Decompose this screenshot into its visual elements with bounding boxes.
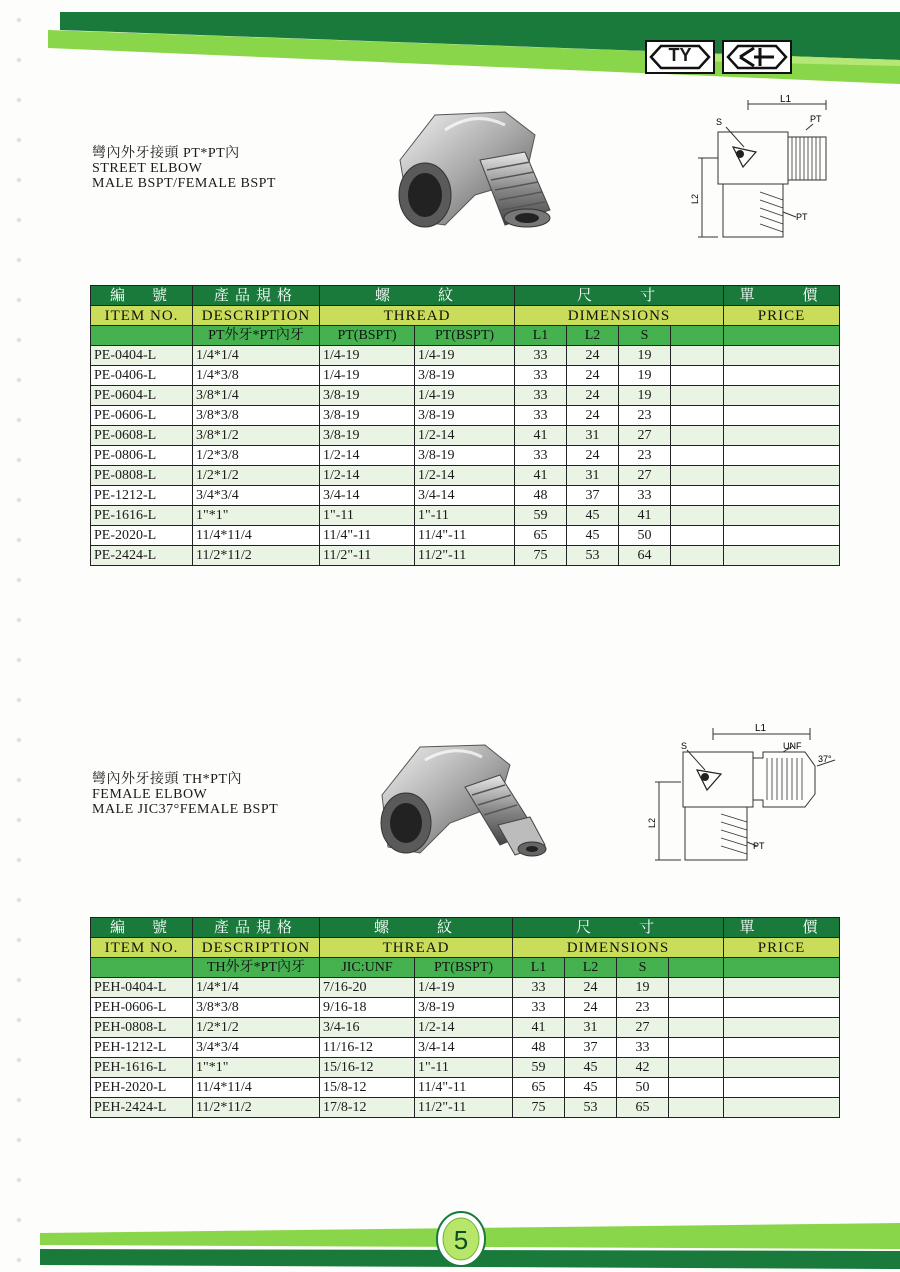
- table-cell: PEH-0808-L: [91, 1018, 193, 1038]
- logo-text: TY: [668, 45, 692, 65]
- table-cell: 11/16-12: [320, 1038, 415, 1058]
- table-cell: 9/16-18: [320, 998, 415, 1018]
- table-cell: 24: [567, 406, 619, 426]
- header-cn-dims: 尺 寸: [513, 918, 724, 938]
- subheader-cell: [724, 326, 840, 346]
- table-cell: PE-0806-L: [91, 446, 193, 466]
- table-cell: 33: [619, 486, 671, 506]
- table-cell: 24: [567, 386, 619, 406]
- table-cell: 15/8-12: [320, 1078, 415, 1098]
- table-cell: [671, 526, 724, 546]
- table-cell: 27: [619, 426, 671, 446]
- table-cell: PE-0604-L: [91, 386, 193, 406]
- table-cell: [724, 998, 840, 1018]
- table-header-en: [91, 306, 840, 326]
- table-cell: 1/2*1/2: [193, 1018, 320, 1038]
- table-cell: [724, 1078, 840, 1098]
- table-header-cn: [91, 918, 840, 938]
- header-en-dims: DIMENSIONS: [515, 306, 724, 326]
- table-row: [91, 546, 840, 566]
- table-cell: [671, 506, 724, 526]
- table-cell: 31: [567, 426, 619, 446]
- female-elbow-photo: [370, 735, 560, 865]
- table-cell: [671, 486, 724, 506]
- header-cn-dims: 尺 寸: [515, 286, 724, 306]
- table-cell: 24: [567, 366, 619, 386]
- table-cell: 45: [565, 1078, 617, 1098]
- table-cell: 11/2"-11: [415, 1098, 513, 1118]
- table-cell: 65: [617, 1098, 669, 1118]
- header-en-thread: THREAD: [320, 306, 515, 326]
- table-cell: 33: [515, 406, 567, 426]
- header-en-item: ITEM NO.: [91, 306, 193, 326]
- subheader-cell: S: [619, 326, 671, 346]
- diagram1-pt-top: PT: [810, 114, 822, 124]
- table-row: [91, 486, 840, 506]
- table-cell: 1/2*3/8: [193, 446, 320, 466]
- subheader-cell: [669, 958, 724, 978]
- table-cell: 19: [619, 386, 671, 406]
- header-cn-desc: 產品規格: [193, 918, 320, 938]
- table-cell: 27: [619, 466, 671, 486]
- diagram2-l1: L1: [755, 723, 767, 734]
- table-cell: 1/2-14: [415, 426, 515, 446]
- header-en-desc: DESCRIPTION: [193, 306, 320, 326]
- table-cell: [724, 1038, 840, 1058]
- table-cell: [724, 446, 840, 466]
- header-en-item: ITEM NO.: [91, 938, 193, 958]
- table-cell: 3/8-19: [320, 426, 415, 446]
- table-row: [91, 386, 840, 406]
- table-cell: [724, 546, 840, 566]
- table-cell: 19: [619, 346, 671, 366]
- table-cell: 11/2"-11: [320, 546, 415, 566]
- table-cell: 3/8-19: [415, 998, 513, 1018]
- table-cell: [724, 1058, 840, 1078]
- table-cell: [724, 346, 840, 366]
- section1-title-en2: MALE BSPT/FEMALE BSPT: [92, 176, 276, 191]
- table-cell: [724, 426, 840, 446]
- table-row: [91, 426, 840, 446]
- table-cell: 33: [513, 978, 565, 998]
- table-cell: [669, 1078, 724, 1098]
- subheader-cell: L2: [567, 326, 619, 346]
- header-cn-price: 單 價: [724, 286, 840, 306]
- table-subheader: [91, 958, 840, 978]
- table-cell: 33: [515, 446, 567, 466]
- diagram1-l1: L1: [780, 94, 792, 105]
- table-cell: 3/8-19: [415, 366, 515, 386]
- subheader-cell: PT(BSPT): [320, 326, 415, 346]
- subheader-cell: PT(BSPT): [415, 958, 513, 978]
- street-elbow-table: [90, 285, 840, 566]
- table-cell: [724, 486, 840, 506]
- table-cell: 1/2-14: [320, 466, 415, 486]
- table-cell: 45: [567, 526, 619, 546]
- street-elbow-photo: [385, 100, 575, 245]
- table-cell: [724, 1098, 840, 1118]
- table-row: [91, 978, 840, 998]
- section2-title-cn: 彎內外牙接頭 TH*PT內: [92, 772, 242, 787]
- header-cn-item: 編 號: [91, 286, 193, 306]
- table-cell: 1"*1": [193, 1058, 320, 1078]
- table-cell: 1/2-14: [415, 466, 515, 486]
- binding-dots: [14, 0, 24, 1272]
- table-cell: 3/8-19: [320, 386, 415, 406]
- logo-ty-left: [645, 40, 715, 74]
- table-cell: [724, 526, 840, 546]
- table-cell: 1/4*3/8: [193, 366, 320, 386]
- table-row: [91, 526, 840, 546]
- header-en-thread: THREAD: [320, 938, 513, 958]
- table-cell: 53: [567, 546, 619, 566]
- table-cell: 33: [515, 386, 567, 406]
- table-cell: PEH-0404-L: [91, 978, 193, 998]
- table-cell: PE-0406-L: [91, 366, 193, 386]
- table-cell: 3/4-14: [320, 486, 415, 506]
- table-cell: 11/4*11/4: [193, 526, 320, 546]
- table-cell: 3/4-16: [320, 1018, 415, 1038]
- table-cell: 23: [619, 406, 671, 426]
- table-cell: [724, 978, 840, 998]
- table-body: [91, 978, 840, 1118]
- table-cell: 33: [617, 1038, 669, 1058]
- table-cell: PEH-0606-L: [91, 998, 193, 1018]
- table-cell: 19: [617, 978, 669, 998]
- table-cell: 1"-11: [320, 506, 415, 526]
- female-elbow-table: [90, 917, 840, 1118]
- table-cell: 1/4-19: [415, 978, 513, 998]
- subheader-cell: L1: [515, 326, 567, 346]
- section2-title-en1: FEMALE ELBOW: [92, 787, 208, 802]
- table-cell: 1/4-19: [320, 346, 415, 366]
- subheader-cell: PT(BSPT): [415, 326, 515, 346]
- table-cell: 31: [567, 466, 619, 486]
- table-cell: 59: [515, 506, 567, 526]
- subheader-cell: [91, 326, 193, 346]
- subheader-cell: [91, 958, 193, 978]
- table-cell: [724, 386, 840, 406]
- section1-title-en1: STREET ELBOW: [92, 161, 203, 176]
- table-cell: 11/4*11/4: [193, 1078, 320, 1098]
- table-cell: [724, 506, 840, 526]
- table-cell: 24: [565, 998, 617, 1018]
- table-cell: 23: [617, 998, 669, 1018]
- street-elbow-diagram: [688, 92, 833, 252]
- table-cell: 53: [565, 1098, 617, 1118]
- table-cell: [669, 978, 724, 998]
- header-cn-thread: 螺 紋: [320, 918, 513, 938]
- table-cell: 11/2*11/2: [193, 1098, 320, 1118]
- table-cell: 3/8-19: [415, 446, 515, 466]
- table-cell: 3/4-14: [415, 1038, 513, 1058]
- table-cell: [669, 1058, 724, 1078]
- table-cell: PE-0606-L: [91, 406, 193, 426]
- female-elbow-diagram: [645, 722, 840, 872]
- table-header-cn: [91, 286, 840, 306]
- table-cell: 1/2*1/2: [193, 466, 320, 486]
- subheader-cell: [671, 326, 724, 346]
- table-cell: PE-0608-L: [91, 426, 193, 446]
- table-cell: PE-2424-L: [91, 546, 193, 566]
- table-cell: [671, 466, 724, 486]
- diagram1-l2: L2: [690, 193, 700, 204]
- table-row: [91, 1078, 840, 1098]
- section1-title-cn: 彎內外牙接頭 PT*PT內: [92, 146, 240, 161]
- header-cn-item: 編 號: [91, 918, 193, 938]
- table-cell: 65: [513, 1078, 565, 1098]
- diagram1-s: S: [716, 117, 723, 127]
- table-row: [91, 466, 840, 486]
- table-cell: [671, 366, 724, 386]
- table-cell: 45: [565, 1058, 617, 1078]
- header-cn-desc: 產品規格: [193, 286, 320, 306]
- table-cell: PE-0404-L: [91, 346, 193, 366]
- logo-ty-right: [722, 40, 792, 74]
- table-header-en: [91, 938, 840, 958]
- table-cell: [671, 426, 724, 446]
- table-cell: 11/4"-11: [415, 526, 515, 546]
- table-cell: 33: [515, 366, 567, 386]
- diagram2-pt: PT: [753, 841, 765, 851]
- table-cell: 23: [619, 446, 671, 466]
- table-cell: 1/4*1/4: [193, 978, 320, 998]
- table-row: [91, 1018, 840, 1038]
- table-cell: 24: [567, 346, 619, 366]
- subheader-cell: L2: [565, 958, 617, 978]
- table-row: [91, 1058, 840, 1078]
- table-cell: 48: [513, 1038, 565, 1058]
- table-row: [91, 1098, 840, 1118]
- table-cell: 3/4*3/4: [193, 486, 320, 506]
- table-cell: [671, 446, 724, 466]
- table-cell: [724, 466, 840, 486]
- table-cell: 1/4-19: [415, 346, 515, 366]
- table-cell: PE-2020-L: [91, 526, 193, 546]
- table-cell: 45: [567, 506, 619, 526]
- table-row: [91, 1038, 840, 1058]
- subheader-cell: TH外牙*PT內牙: [193, 958, 320, 978]
- table-cell: 1/4-19: [320, 366, 415, 386]
- table-cell: [671, 546, 724, 566]
- table-cell: [671, 346, 724, 366]
- table-cell: 37: [567, 486, 619, 506]
- table-cell: PEH-2424-L: [91, 1098, 193, 1118]
- table-cell: 3/8*1/2: [193, 426, 320, 446]
- table-subheader: [91, 326, 840, 346]
- table-cell: 59: [513, 1058, 565, 1078]
- subheader-cell: S: [617, 958, 669, 978]
- header-en-desc: DESCRIPTION: [193, 938, 320, 958]
- table-cell: [669, 998, 724, 1018]
- section2-caption: [92, 772, 278, 817]
- table-row: [91, 506, 840, 526]
- table-cell: 11/4"-11: [415, 1078, 513, 1098]
- table-cell: 11/2*11/2: [193, 546, 320, 566]
- table-cell: 3/8-19: [320, 406, 415, 426]
- section2-title-en2: MALE JIC37°FEMALE BSPT: [92, 802, 279, 817]
- diagram2-s: S: [681, 741, 688, 751]
- table-cell: 1/2-14: [320, 446, 415, 466]
- table-cell: 3/8*3/8: [193, 406, 320, 426]
- table-cell: 41: [619, 506, 671, 526]
- table-row: [91, 366, 840, 386]
- table-cell: 11/2"-11: [415, 546, 515, 566]
- table-row: [91, 998, 840, 1018]
- table-cell: 50: [617, 1078, 669, 1098]
- table-cell: 1/2-14: [415, 1018, 513, 1038]
- header-en-price: PRICE: [724, 938, 840, 958]
- table-cell: 1/4-19: [415, 386, 515, 406]
- table-cell: PEH-1212-L: [91, 1038, 193, 1058]
- table-cell: 3/8*1/4: [193, 386, 320, 406]
- header-cn-price: 單 價: [724, 918, 840, 938]
- table-cell: 50: [619, 526, 671, 546]
- table-cell: 27: [617, 1018, 669, 1038]
- table-cell: 24: [567, 446, 619, 466]
- table-cell: 65: [515, 526, 567, 546]
- table-cell: 3/4*3/4: [193, 1038, 320, 1058]
- table-cell: PE-1212-L: [91, 486, 193, 506]
- table-cell: 24: [565, 978, 617, 998]
- table-cell: 7/16-20: [320, 978, 415, 998]
- table-cell: [671, 406, 724, 426]
- table-cell: 42: [617, 1058, 669, 1078]
- table-cell: [724, 1018, 840, 1038]
- table-cell: [671, 386, 724, 406]
- section1-caption: [92, 146, 276, 191]
- table-cell: 3/4-14: [415, 486, 515, 506]
- table-cell: 15/16-12: [320, 1058, 415, 1078]
- table-cell: [669, 1098, 724, 1118]
- header-cn-thread: 螺 紋: [320, 286, 515, 306]
- table-cell: PEH-2020-L: [91, 1078, 193, 1098]
- page-number: 5: [453, 1225, 469, 1255]
- subheader-cell: PT外牙*PT內牙: [193, 326, 320, 346]
- subheader-cell: JIC:UNF: [320, 958, 415, 978]
- table-cell: 19: [619, 366, 671, 386]
- table-cell: 17/8-12: [320, 1098, 415, 1118]
- header-en-dims: DIMENSIONS: [513, 938, 724, 958]
- table-cell: [669, 1038, 724, 1058]
- table-cell: PE-0808-L: [91, 466, 193, 486]
- table-cell: 1"-11: [415, 506, 515, 526]
- diagram2-l2: L2: [647, 817, 657, 828]
- table-cell: [669, 1018, 724, 1038]
- table-cell: [724, 366, 840, 386]
- subheader-cell: L1: [513, 958, 565, 978]
- table-cell: 41: [515, 426, 567, 446]
- table-cell: 11/4"-11: [320, 526, 415, 546]
- table-cell: 37: [565, 1038, 617, 1058]
- table-cell: 3/8-19: [415, 406, 515, 426]
- table-row: [91, 346, 840, 366]
- table-cell: PEH-1616-L: [91, 1058, 193, 1078]
- table-cell: 48: [515, 486, 567, 506]
- diagram1-pt-bottom: PT: [796, 212, 808, 222]
- table-cell: 33: [515, 346, 567, 366]
- table-cell: PE-1616-L: [91, 506, 193, 526]
- table-cell: 1"*1": [193, 506, 320, 526]
- table-cell: 31: [565, 1018, 617, 1038]
- table-cell: 3/8*3/8: [193, 998, 320, 1018]
- table-cell: [724, 406, 840, 426]
- diagram2-unf: UNF: [783, 741, 802, 751]
- header-en-price: PRICE: [724, 306, 840, 326]
- table-row: [91, 446, 840, 466]
- diagram2-angle: 37°: [818, 754, 832, 764]
- table-cell: 41: [515, 466, 567, 486]
- table-cell: 41: [513, 1018, 565, 1038]
- table-cell: 75: [513, 1098, 565, 1118]
- subheader-cell: [724, 958, 840, 978]
- table-cell: 1"-11: [415, 1058, 513, 1078]
- table-row: [91, 406, 840, 426]
- table-cell: 33: [513, 998, 565, 1018]
- table-cell: 1/4*1/4: [193, 346, 320, 366]
- table-cell: 64: [619, 546, 671, 566]
- table-cell: 75: [515, 546, 567, 566]
- table-body: [91, 346, 840, 566]
